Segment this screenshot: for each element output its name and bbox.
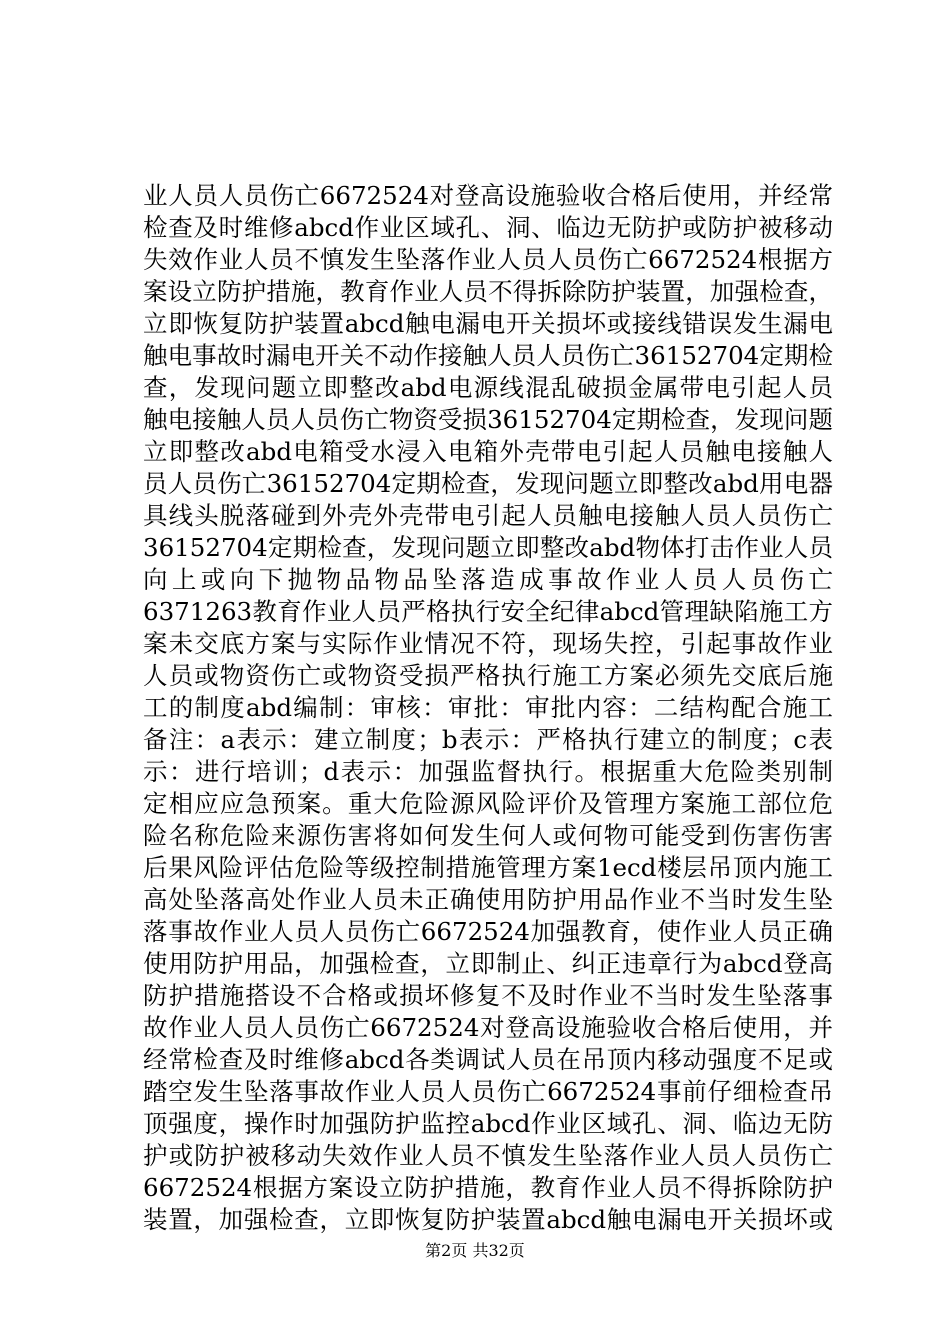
text-line: 工的制度abd编制：审核：审批：审批内容：二结构配合施工: [143, 693, 833, 722]
text-line: 员人员伤亡36152704定期检查，发现问题立即整改abd用电器: [143, 469, 833, 498]
text-line: 落事故作业人员人员伤亡6672524加强教育，使作业人员正确: [143, 917, 833, 946]
text-line: 防护措施搭设不合格或损坏修复不及时作业不当时发生坠落事: [143, 981, 833, 1010]
text-line: 案设立防护措施，教育作业人员不得拆除防护装置，加强检查，: [143, 277, 833, 306]
text-line: 查，发现问题立即整改abd电源线混乱破损金属带电引起人员: [143, 373, 833, 402]
text-line: 护或防护被移动失效作业人员不慎发生坠落作业人员人员伤亡: [143, 1141, 833, 1170]
text-line: 经常检查及时维修abcd各类调试人员在吊顶内移动强度不足或: [143, 1045, 833, 1074]
text-line: 业人员人员伤亡6672524对登高设施验收合格后使用，并经常: [143, 181, 833, 210]
text-line: 失效作业人员不慎发生坠落作业人员人员伤亡6672524根据方: [143, 245, 833, 274]
text-line: 装置，加强检查，立即恢复防护装置abcd触电漏电开关损坏或: [143, 1205, 833, 1234]
text-line: 险名称危险来源伤害将如何发生何人或何物可能受到伤害伤害: [143, 821, 833, 850]
text-line: 触电接触人员人员伤亡物资受损36152704定期检查，发现问题: [143, 405, 833, 434]
text-line: 具线头脱落碰到外壳外壳带电引起人员触电接触人员人员伤亡: [143, 501, 833, 530]
text-line: 立即恢复防护装置abcd触电漏电开关损坏或接线错误发生漏电: [143, 309, 833, 338]
text-line: 向上或向下抛物品物品坠落造成事故作业人员人员伤亡: [143, 565, 833, 594]
document-body: [143, 180, 833, 1236]
text-line: 人员或物资伤亡或物资受损严格执行施工方案必须先交底后施: [143, 661, 833, 690]
text-line: 6371263教育作业人员严格执行安全纪律abcd管理缺陷施工方: [143, 597, 833, 626]
text-line: 定相应应急预案。重大危险源风险评价及管理方案施工部位危: [143, 789, 833, 818]
text-line: 高处坠落高处作业人员未正确使用防护用品作业不当时发生坠: [143, 885, 833, 914]
text-line: 使用防护用品，加强检查，立即制止、纠正违章行为abcd登高: [143, 949, 833, 978]
text-line: 故作业人员人员伤亡6672524对登高设施验收合格后使用，并: [143, 1013, 833, 1042]
text-line: 顶强度，操作时加强防护监控abcd作业区域孔、洞、临边无防: [143, 1109, 833, 1138]
text-line: 6672524根据方案设立防护措施，教育作业人员不得拆除防护: [143, 1173, 833, 1202]
text-line: 36152704定期检查，发现问题立即整改abd物体打击作业人员: [143, 533, 833, 562]
page-number-footer: 第2页 共32页: [425, 1241, 525, 1260]
text-line: 案未交底方案与实际作业情况不符，现场失控，引起事故作业: [143, 629, 833, 658]
text-line: 触电事故时漏电开关不动作接触人员人员伤亡36152704定期检: [143, 341, 833, 370]
text-line: 检查及时维修abcd作业区域孔、洞、临边无防护或防护被移动: [143, 213, 833, 242]
text-line: 备注：a表示：建立制度；b表示：严格执行建立的制度；c表: [143, 725, 833, 754]
text-line: 示：进行培训；d表示：加强监督执行。根据重大危险类别制: [143, 757, 833, 786]
text-line: 后果风险评估危险等级控制措施管理方案1ecd楼层吊顶内施工: [143, 853, 833, 882]
text-line: 立即整改abd电箱受水浸入电箱外壳带电引起人员触电接触人: [143, 437, 833, 466]
text-line: 踏空发生坠落事故作业人员人员伤亡6672524事前仔细检查吊: [143, 1077, 833, 1106]
